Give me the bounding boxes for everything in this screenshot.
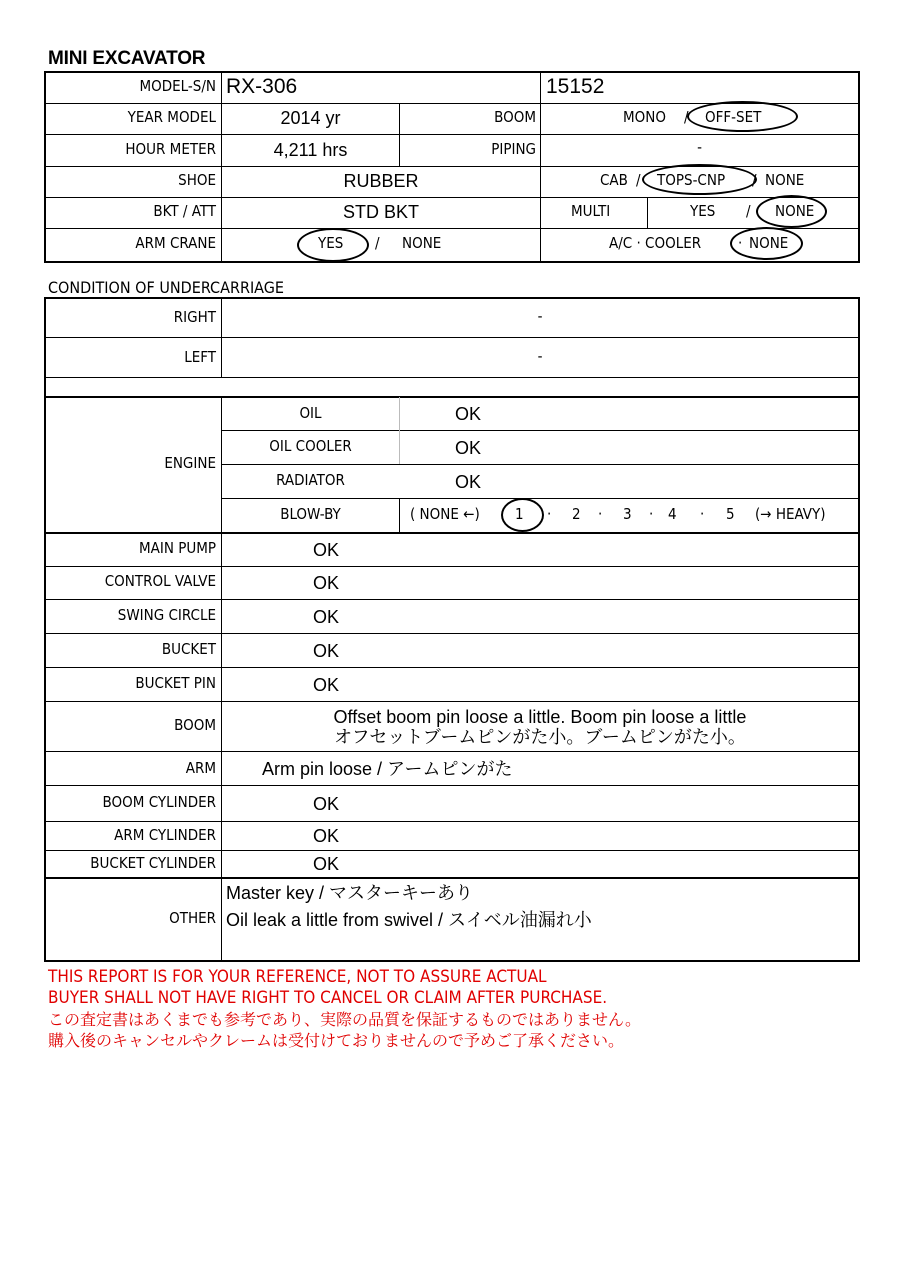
ac-separator: · xyxy=(738,234,743,252)
blowby-level-3: 3 xyxy=(623,505,632,523)
hour-meter-label: HOUR METER xyxy=(125,140,216,158)
radiator-label: RADIATOR xyxy=(276,471,345,489)
left-label: LEFT xyxy=(184,348,216,366)
oil-label: OIL xyxy=(299,404,322,422)
boom-condition-label: BOOM xyxy=(174,716,216,734)
right-value: - xyxy=(537,307,543,325)
cab-separator-2: / xyxy=(752,171,757,189)
arm-label: ARM xyxy=(185,759,216,777)
multi-none-circle xyxy=(756,195,827,228)
bucket-cylinder-label: BUCKET CYLINDER xyxy=(90,854,216,872)
multi-label: MULTI xyxy=(571,202,611,220)
blowby-dot-1: · xyxy=(547,505,552,523)
blowby-level-4: 4 xyxy=(668,505,677,523)
oil-cooler-value: OK xyxy=(455,438,482,458)
blowby-none-end: ( NONE ←) xyxy=(410,505,480,523)
boom-condition-line1: Offset boom pin loose a little. Boom pin loose a little xyxy=(333,707,747,727)
bucket-value: OK xyxy=(313,641,340,661)
serial-value: 15152 xyxy=(546,75,605,98)
arm-crane-separator: / xyxy=(375,234,380,252)
arm-value: Arm pin loose / アームピンがた xyxy=(262,759,513,779)
shoe-label: SHOE xyxy=(178,171,216,189)
arm-crane-option-none: NONE xyxy=(402,234,442,252)
boom-option-mono: MONO xyxy=(623,108,666,126)
cab-option-none: NONE xyxy=(765,171,805,189)
main-pump-value: OK xyxy=(313,540,340,560)
cab-option-tops-cnp: TOPS-CNP xyxy=(657,171,726,189)
blowby-level-1: 1 xyxy=(515,505,524,523)
boom-cylinder-label: BOOM CYLINDER xyxy=(102,793,216,811)
cab-tops-circle xyxy=(642,164,757,195)
blowby-dot-4: · xyxy=(700,505,705,523)
arm-crane-option-yes: YES xyxy=(318,234,344,252)
hours-value: 4,211 hrs xyxy=(273,140,348,160)
ac-none-circle xyxy=(730,227,803,260)
bucket-pin-label: BUCKET PIN xyxy=(135,674,216,692)
control-valve-label: CONTROL VALVE xyxy=(104,572,216,590)
bucket-cylinder-value: OK xyxy=(313,854,340,874)
blowby-level-2: 2 xyxy=(572,505,581,523)
swing-circle-label: SWING CIRCLE xyxy=(117,606,216,624)
oil-value: OK xyxy=(455,404,482,424)
blowby-heavy-end: (→ HEAVY) xyxy=(755,505,826,523)
arm-crane-label: ARM CRANE xyxy=(135,234,216,252)
radiator-value: OK xyxy=(455,472,482,492)
year-value: 2014 yr xyxy=(280,108,341,128)
multi-option-none: NONE xyxy=(775,202,815,220)
oil-cooler-label: OIL COOLER xyxy=(269,437,352,455)
ac-option-none: NONE xyxy=(749,234,789,252)
ac-cooler-label: A/C · COOLER xyxy=(609,234,702,252)
cab-separator-1: / xyxy=(636,171,641,189)
arm-crane-yes-circle xyxy=(297,228,369,262)
main-pump-label: MAIN PUMP xyxy=(138,539,216,557)
multi-option-yes: YES xyxy=(690,202,716,220)
arm-cylinder-value: OK xyxy=(313,826,340,846)
bkt-att-value: STD BKT xyxy=(342,202,419,222)
boom-cylinder-value: OK xyxy=(313,794,340,814)
disclaimer-line3: この査定書はあくまでも参考であり、実際の品質を保証するものではありません。 xyxy=(48,1010,641,1029)
boom-separator: / xyxy=(684,108,689,126)
disclaimer-line4: 購入後のキャンセルやクレームは受付けておりませんので予めご了承ください。 xyxy=(48,1031,625,1050)
blowby-dot-2: · xyxy=(598,505,603,523)
blowby-level-5: 5 xyxy=(726,505,735,523)
other-label: OTHER xyxy=(169,909,216,927)
disclaimer-line2: BUYER SHALL NOT HAVE RIGHT TO CANCEL OR CLAIM AFTER PURCHASE. xyxy=(48,988,608,1008)
right-label: RIGHT xyxy=(173,308,216,326)
control-valve-value: OK xyxy=(313,573,340,593)
boom-label: BOOM xyxy=(494,108,536,126)
other-line2: Oil leak a little from swivel / スイベル油漏れ小 xyxy=(226,910,592,930)
other-line1: Master key / マスターキーあり xyxy=(226,883,474,903)
model-value: RX-306 xyxy=(226,75,298,98)
boom-option-offset: OFF-SET xyxy=(705,108,762,126)
undercarriage-heading: CONDITION OF UNDERCARRIAGE xyxy=(48,278,284,297)
boom-condition-line2: オフセットブームピンがた小。ブームピンがた小。 xyxy=(334,727,746,747)
engine-label: ENGINE xyxy=(164,454,216,472)
piping-label: PIPING xyxy=(491,140,536,158)
bkt-att-label: BKT / ATT xyxy=(153,202,216,220)
left-value: - xyxy=(537,347,543,365)
arm-cylinder-label: ARM CYLINDER xyxy=(114,826,216,844)
piping-value: - xyxy=(697,138,702,156)
document-title: MINI EXCAVATOR xyxy=(48,48,206,69)
multi-separator: / xyxy=(746,202,751,220)
blowby-level-1-circle xyxy=(501,498,544,532)
swing-circle-value: OK xyxy=(313,607,340,627)
cab-label: CAB xyxy=(600,171,628,189)
blowby-label: BLOW-BY xyxy=(280,505,341,523)
model-sn-label: MODEL-S/N xyxy=(139,77,216,95)
blowby-dot-3: · xyxy=(649,505,654,523)
bucket-pin-value: OK xyxy=(313,675,340,695)
year-model-label: YEAR MODEL xyxy=(127,108,216,126)
bucket-label: BUCKET xyxy=(161,640,216,658)
boom-offset-circle xyxy=(687,101,798,132)
disclaimer-line1: THIS REPORT IS FOR YOUR REFERENCE, NOT TO ASSURE ACTUAL xyxy=(48,967,547,987)
shoe-value: RUBBER xyxy=(343,171,419,191)
